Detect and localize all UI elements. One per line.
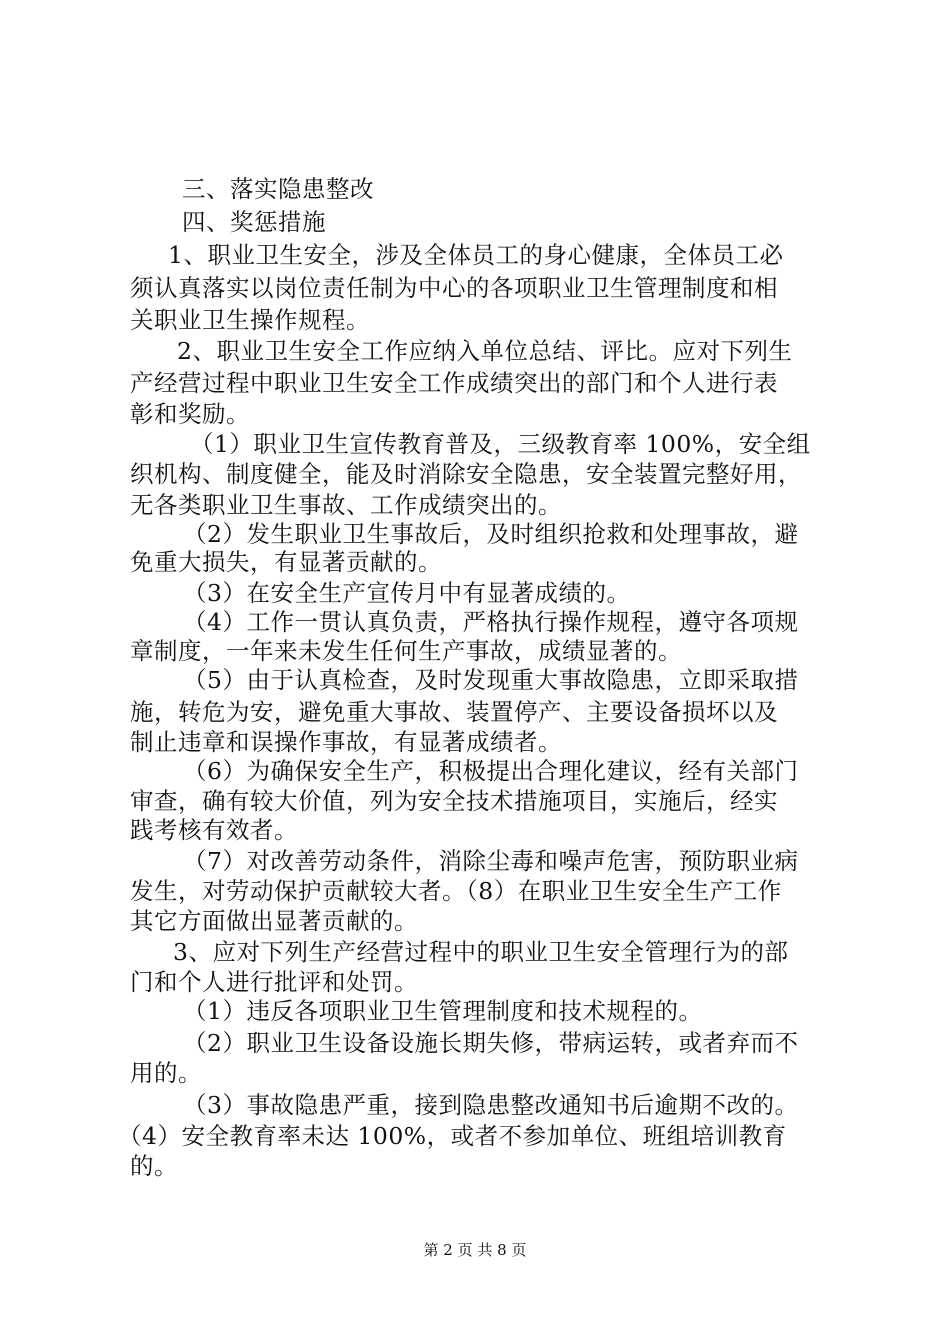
text-line: 1、职业卫生安全，涉及全体员工的身心健康，全体员工必 [168,241,784,269]
text-line: 无各类职业卫生事故、工作成绩突出的。 [130,491,562,519]
text-line: 彰和奖励。 [130,400,250,428]
text-line: 须认真落实以岗位责任制为中心的各项职业卫生管理制度和相 [130,274,778,302]
page-number-footer: 第 2 页 共 8 页 [423,1241,527,1259]
text-line: 的。 [130,1152,178,1180]
text-line: 产经营过程中职业卫生安全工作成绩突出的部门和个人进行表 [130,369,778,397]
text-line: （4）工作一贯认真负责，严格执行操作规程，遵守各项规 [183,608,799,636]
text-line: 制止违章和误操作事故，有显著成绩者。 [130,728,562,756]
text-line: 践考核有效者。 [130,816,298,844]
text-line: （3）事故隐患严重，接到隐患整改通知书后逾期不改的。 [183,1091,799,1119]
text-line: 发生，对劳动保护贡献较大者。（8）在职业卫生安全生产工作 [130,877,782,905]
text-line: 四、奖惩措施 [182,208,326,236]
text-line: 门和个人进行批评和处罚。 [130,968,418,996]
text-line: （1）违反各项职业卫生管理制度和技术规程的。 [183,997,703,1025]
text-line: （6）为确保安全生产，积极提出合理化建议，经有关部门 [183,757,799,785]
text-line: （4）安全教育率未达 100%，或者不参加单位、班组培训教育 [118,1122,787,1150]
text-line: 免重大损失，有显著贡献的。 [130,548,442,576]
text-line: 3、应对下列生产经营过程中的职业卫生安全管理行为的部 [173,938,789,966]
text-line: 用的。 [130,1059,202,1087]
text-line: 织机构、制度健全，能及时消除安全隐患，安全装置完整好用， [130,460,802,488]
text-line: 关职业卫生操作规程。 [130,306,370,334]
text-line: 2、职业卫生安全工作应纳入单位总结、评比。应对下列生 [177,337,793,365]
text-line: 审查，确有较大价值，列为安全技术措施项目，实施后，经实 [130,787,778,815]
text-line: （2）发生职业卫生事故后，及时组织抢救和处理事故，避 [183,520,799,548]
text-line: 施，转危为安，避免重大事故、装置停产、主要设备损坏以及 [130,698,778,726]
text-line: （5）由于认真检查，及时发现重大事故隐患，立即采取措 [183,666,799,694]
text-line: （1）职业卫生宣传教育普及，三级教育率 100%，安全组 [190,430,811,458]
text-line: 其它方面做出显著贡献的。 [130,907,418,935]
text-line: （3）在安全生产宣传月中有显著成绩的。 [183,579,631,607]
text-line: 章制度，一年来未发生任何生产事故，成绩显著的。 [130,637,682,665]
text-line: 三、落实隐患整改 [182,175,374,203]
text-line: （2）职业卫生设备设施长期失修，带病运转，或者弃而不 [183,1029,799,1057]
text-line: （7）对改善劳动条件，消除尘毒和噪声危害，预防职业病 [183,847,799,875]
